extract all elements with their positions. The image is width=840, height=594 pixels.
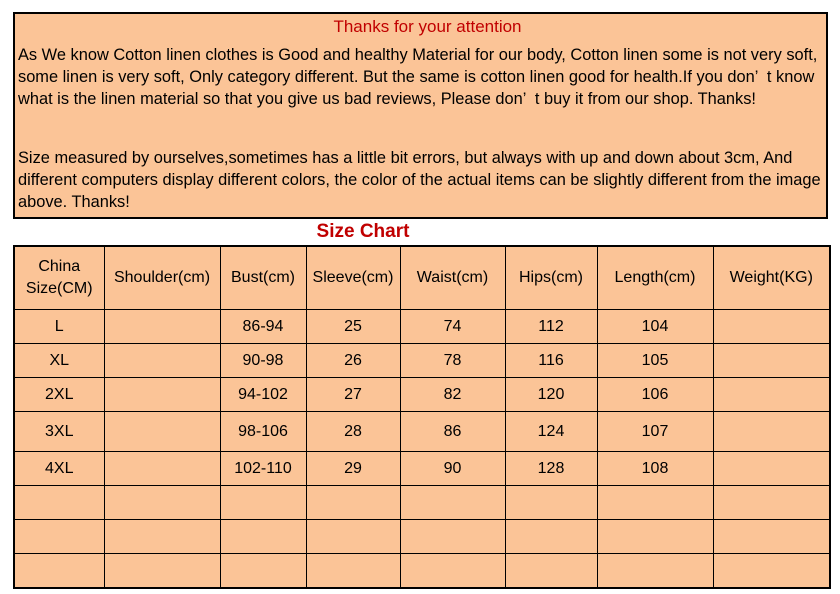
cell-weight bbox=[713, 452, 830, 486]
cell-weight bbox=[713, 554, 830, 589]
cell-hips bbox=[505, 486, 597, 520]
cell-sleeve: 29 bbox=[306, 452, 400, 486]
cell-length: 104 bbox=[597, 310, 713, 344]
cell-sleeve bbox=[306, 554, 400, 589]
cell-hips: 120 bbox=[505, 378, 597, 412]
header-hips: Hips(cm) bbox=[505, 246, 597, 310]
size-chart-table bbox=[13, 245, 831, 589]
table-row bbox=[14, 344, 830, 378]
cell-waist bbox=[400, 554, 505, 589]
cell-sleeve: 28 bbox=[306, 412, 400, 452]
cell-weight bbox=[713, 412, 830, 452]
table-row bbox=[14, 412, 830, 452]
cell-weight bbox=[713, 520, 830, 554]
cell-sleeve: 25 bbox=[306, 310, 400, 344]
cell-bust: 86-94 bbox=[220, 310, 306, 344]
notice-paragraph-measurement: Size measured by ourselves,sometimes has a little bit errors, but always with up and down about 3cm, And different computers display different colors, the color of the actual items can be slightly different from the image above. Thanks! bbox=[18, 149, 826, 211]
cell-weight bbox=[713, 378, 830, 412]
cell-sleeve bbox=[306, 520, 400, 554]
cell-size: 3XL bbox=[14, 412, 104, 452]
notice-title: Thanks for your attention bbox=[333, 17, 522, 36]
notice-paragraph-linen: As We know Cotton linen clothes is Good and healthy Material for our body, Cotton linen some is not very soft, some linen is very soft, Only category different. But the same is cotton linen good for health.If you don’ t know what is the linen material so that you give us bad reviews, Please don’ t buy it from our shop. Thanks! bbox=[18, 46, 822, 108]
cell-length bbox=[597, 486, 713, 520]
cell-hips: 112 bbox=[505, 310, 597, 344]
cell-waist: 90 bbox=[400, 452, 505, 486]
cell-weight bbox=[713, 486, 830, 520]
cell-bust: 98-106 bbox=[220, 412, 306, 452]
cell-waist bbox=[400, 520, 505, 554]
header-shoulder: Shoulder(cm) bbox=[104, 246, 220, 310]
cell-waist: 86 bbox=[400, 412, 505, 452]
cell-bust: 94-102 bbox=[220, 378, 306, 412]
cell-hips: 128 bbox=[505, 452, 597, 486]
cell-weight bbox=[713, 344, 830, 378]
table-row-empty bbox=[14, 554, 830, 589]
cell-waist: 78 bbox=[400, 344, 505, 378]
cell-bust bbox=[220, 554, 306, 589]
cell-hips bbox=[505, 520, 597, 554]
cell-hips bbox=[505, 554, 597, 589]
table-row-empty bbox=[14, 486, 830, 520]
header-bust: Bust(cm) bbox=[220, 246, 306, 310]
cell-length bbox=[597, 554, 713, 589]
cell-bust: 102-110 bbox=[220, 452, 306, 486]
cell-shoulder bbox=[104, 344, 220, 378]
cell-shoulder bbox=[104, 412, 220, 452]
table-row-empty bbox=[14, 520, 830, 554]
cell-size bbox=[14, 554, 104, 589]
cell-length bbox=[597, 520, 713, 554]
cell-sleeve bbox=[306, 486, 400, 520]
cell-weight bbox=[713, 310, 830, 344]
header-weight: Weight(KG) bbox=[713, 246, 830, 310]
cell-sleeve: 26 bbox=[306, 344, 400, 378]
header-waist: Waist(cm) bbox=[400, 246, 505, 310]
cell-sleeve: 27 bbox=[306, 378, 400, 412]
cell-waist: 74 bbox=[400, 310, 505, 344]
cell-length: 106 bbox=[597, 378, 713, 412]
cell-shoulder bbox=[104, 310, 220, 344]
table-row bbox=[14, 378, 830, 412]
cell-waist bbox=[400, 486, 505, 520]
cell-shoulder bbox=[104, 452, 220, 486]
cell-size bbox=[14, 520, 104, 554]
cell-hips: 116 bbox=[505, 344, 597, 378]
table-row bbox=[14, 310, 830, 344]
cell-shoulder bbox=[104, 378, 220, 412]
header-china-size: China Size(CM) bbox=[14, 246, 104, 310]
size-chart-title: Size Chart bbox=[316, 221, 410, 242]
cell-length: 107 bbox=[597, 412, 713, 452]
cell-bust bbox=[220, 520, 306, 554]
cell-size: L bbox=[14, 310, 104, 344]
cell-waist: 82 bbox=[400, 378, 505, 412]
cell-shoulder bbox=[104, 486, 220, 520]
header-length: Length(cm) bbox=[597, 246, 713, 310]
cell-bust: 90-98 bbox=[220, 344, 306, 378]
cell-size: XL bbox=[14, 344, 104, 378]
header-sleeve: Sleeve(cm) bbox=[306, 246, 400, 310]
cell-length: 105 bbox=[597, 344, 713, 378]
cell-size: 2XL bbox=[14, 378, 104, 412]
cell-size: 4XL bbox=[14, 452, 104, 486]
size-chart-header-row bbox=[14, 246, 830, 310]
cell-length: 108 bbox=[597, 452, 713, 486]
cell-shoulder bbox=[104, 520, 220, 554]
cell-bust bbox=[220, 486, 306, 520]
notice-box bbox=[13, 12, 828, 219]
cell-size bbox=[14, 486, 104, 520]
cell-shoulder bbox=[104, 554, 220, 589]
cell-hips: 124 bbox=[505, 412, 597, 452]
table-row bbox=[14, 452, 830, 486]
